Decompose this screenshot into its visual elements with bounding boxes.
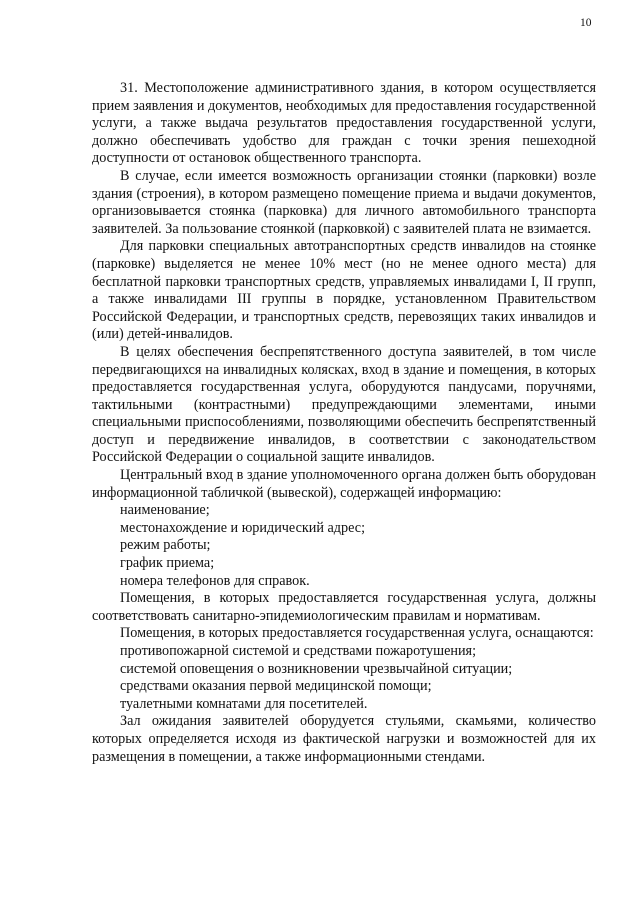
document-body — [92, 80, 596, 766]
paragraph-accessibility: В целях обеспечения беспрепятственного доступа заявителей, в том числе передвигающихся на инвалидных колясках, вход в здание и помещения, в которых предоставляется государственная услуга, оборудуются пандусами, поручнями, тактильными (контрастными) предупреждающими элементами, иными специальными приспособлениями, позволяющими обеспечить беспрепятственный доступ и передвижение инвалидов, в соответствии с законодательством Российской Федерации о социальной защите инвалидов. — [92, 343, 596, 466]
paragraph-parking: В случае, если имеется возможность организации стоянки (парковки) возле здания (строения), в котором размещено помещение приема и выдачи документов, организовывается стоянка (парковка) для личного автомобильного транспорта заявителей. За пользование стоянкой (парковкой) с заявителей плата не взимается. — [92, 167, 596, 237]
list-item-first-aid: средствами оказания первой медицинской помощи; — [120, 678, 432, 695]
list-item-emergency-alert: системой оповещения о возникновении чрезвычайной ситуации; — [120, 660, 513, 677]
paragraph-location-requirements: 31. Местоположение административного здания, в котором осуществляется прием заявления и документов, необходимых для предоставления государственной услуги, а также выдача результатов предоставления государственной услуги, должно обеспечивать удобство для граждан с точки зрения пешеходной доступности от остановок общественного транспорта. — [92, 80, 596, 167]
paragraph-disabled-parking: Для парковки специальных автотранспортных средств инвалидов на стоянке (парковке) выделяется не менее 10% мест (но не менее одного места) для бесплатной парковки транспортных средств, управляемых инвалидами I, II групп, а также инвалидами III группы в порядке, установленном Правительством Российской Федерации, и транспортных средств, перевозящих таких инвалидов и (или) детей-инвалидов. — [92, 238, 596, 343]
list-item-phone-numbers: номера телефонов для справок. — [120, 572, 310, 589]
list-item-fire-safety: противопожарной системой и средствами пожаротушения; — [120, 643, 477, 659]
list-item-working-hours: режим работы; — [120, 537, 211, 554]
page-number: 10 — [580, 17, 592, 29]
list-item-reception-schedule: график приема; — [120, 555, 215, 572]
paragraph-waiting-room: Зал ожидания заявителей оборудуется стульями, скамьями, количество которых определяется исходя из фактической нагрузки и возможностей для их размещения в помещении, а также информационными стендами. — [92, 713, 596, 765]
paragraph-sanitary-rules: Помещения, в которых предоставляется государственная услуга, должны соответствовать санитарно-эпидемиологическим правилам и нормативам. — [92, 590, 596, 624]
paragraph-entrance-sign: Центральный вход в здание уполномоченного органа должен быть оборудован информационной табличкой (вывеской), содержащей информацию: — [92, 467, 596, 501]
paragraph-premises-equipment: Помещения, в которых предоставляется государственная услуга, оснащаются: — [120, 625, 594, 642]
list-item-address: местонахождение и юридический адрес; — [120, 519, 366, 536]
list-item-name: наименование; — [120, 502, 210, 519]
list-item-restrooms: туалетными комнатами для посетителей. — [120, 695, 368, 712]
